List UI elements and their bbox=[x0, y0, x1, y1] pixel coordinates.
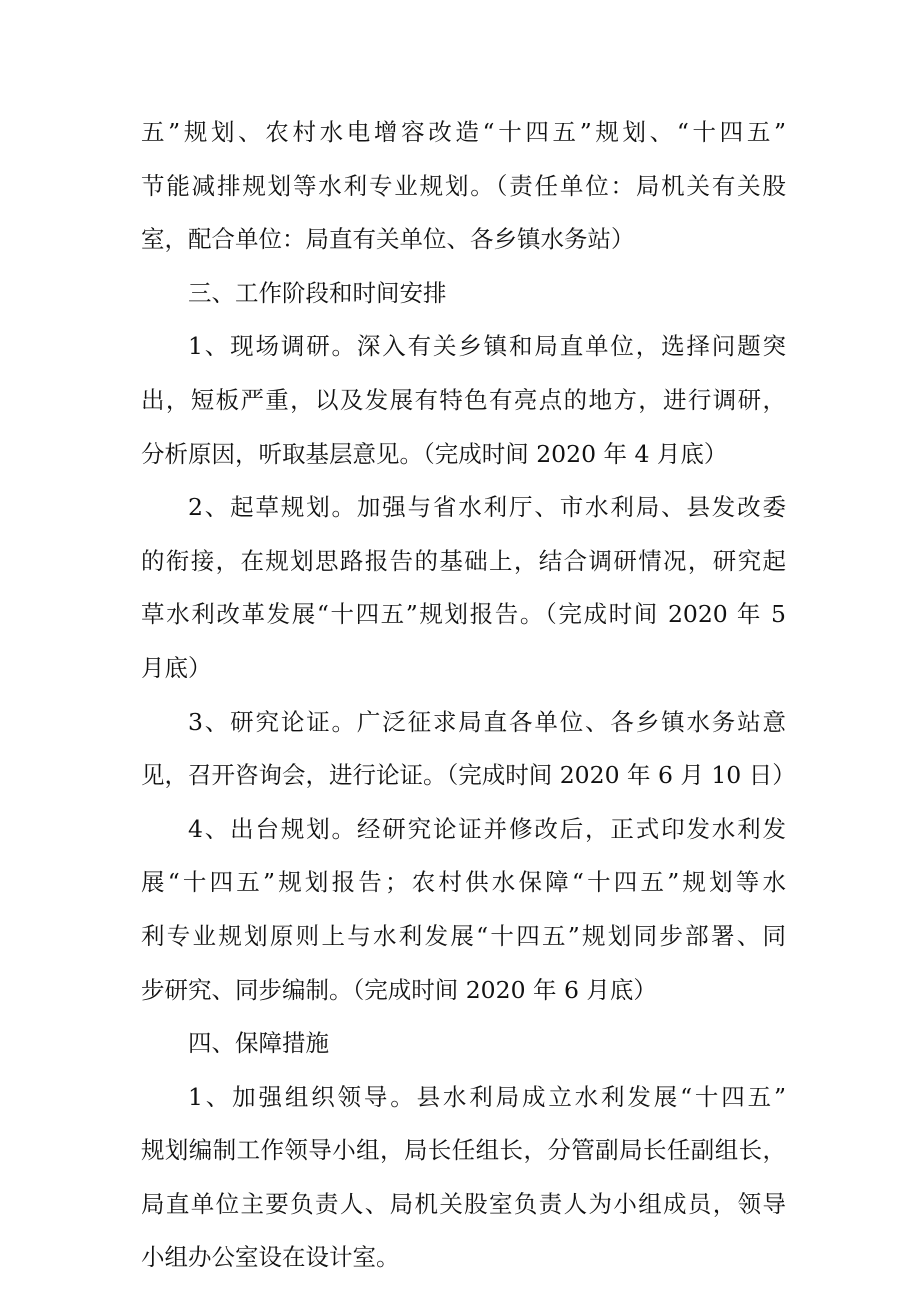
text-line: 规划编制工作领导小组，局长任组长，分管副局长任副组长， bbox=[141, 1136, 786, 1165]
text-line: 的衔接，在规划思路报告的基础上，结合调研情况，研究起 bbox=[141, 546, 786, 575]
text-line: 节能减排规划等水利专业规划。（责任单位：局机关有关股 bbox=[141, 171, 786, 200]
text-line: 月底） bbox=[141, 653, 212, 682]
text-line: 3、研究论证。广泛征求局直各单位、各乡镇水务站意 bbox=[188, 707, 786, 736]
text-line: 四、保障措施 bbox=[188, 1029, 329, 1058]
text-line: 利专业规划原则上与水利发展“十四五”规划同步部署、同 bbox=[141, 921, 786, 950]
text-line: 小组办公室设在设计室。 bbox=[141, 1243, 400, 1272]
text-line: 4、出台规划。经研究论证并修改后，正式印发水利发 bbox=[188, 814, 786, 843]
text-line: 分析原因，听取基层意见。（完成时间 2020 年 4 月底） bbox=[141, 439, 728, 468]
text-line: 三、工作阶段和时间安排 bbox=[188, 278, 447, 307]
text-line: 草水利改革发展“十四五”规划报告。（完成时间 2020 年 5 bbox=[141, 600, 786, 629]
text-line: 2、起草规划。加强与省水利厅、市水利局、县发改委 bbox=[188, 493, 786, 522]
text-line: 五”规划、农村水电增容改造“十四五”规划、“十四五” bbox=[141, 118, 786, 146]
text-line: 局直单位主要负责人、局机关股室负责人为小组成员，领导 bbox=[141, 1189, 786, 1218]
text-line: 步研究、同步编制。（完成时间 2020 年 6 月底） bbox=[141, 975, 657, 1004]
text-line: 1、加强组织领导。县水利局成立水利发展“十四五” bbox=[188, 1082, 786, 1111]
text-line: 出，短板严重，以及发展有特色有亮点的地方，进行调研， bbox=[141, 385, 786, 414]
text-line: 室，配合单位：局直有关单位、各乡镇水务站） bbox=[141, 225, 635, 254]
text-line: 见，召开咨询会，进行论证。（完成时间 2020 年 6 月 10 日） bbox=[141, 761, 796, 790]
text-line: 1、现场调研。深入有关乡镇和局直单位，选择问题突 bbox=[188, 332, 786, 361]
document-body bbox=[141, 106, 796, 1285]
text-line: 展“十四五”规划报告；农村供水保障“十四五”规划等水 bbox=[141, 868, 786, 897]
